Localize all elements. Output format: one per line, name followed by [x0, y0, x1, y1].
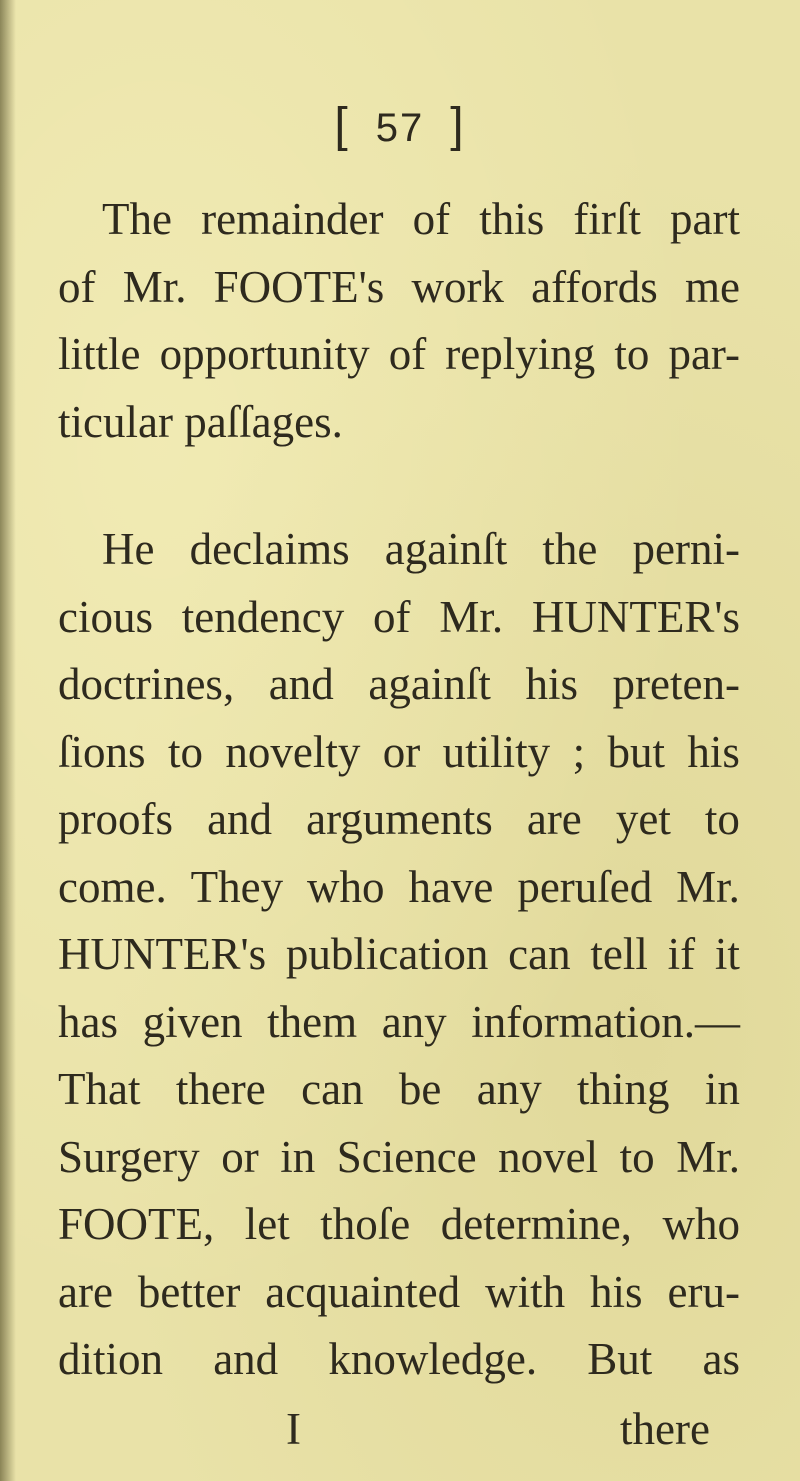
word: but [607, 726, 666, 777]
text-line [58, 1124, 740, 1192]
word: little [58, 329, 141, 379]
text-line [58, 389, 740, 457]
word: to [619, 1131, 655, 1182]
word: and [207, 794, 273, 844]
word: who [662, 1199, 740, 1249]
word: be [398, 1064, 442, 1114]
word: to [704, 794, 740, 844]
word: or [221, 1131, 259, 1182]
word: acquainted [265, 1266, 461, 1317]
text-line-content: ticular paſſages. [58, 396, 343, 447]
word: better [137, 1266, 241, 1317]
word: of [58, 261, 96, 312]
word: of [388, 329, 427, 379]
text-line [58, 854, 740, 922]
word: HUNTER's [531, 591, 740, 642]
word: Surgery [58, 1131, 200, 1182]
word: arguments [306, 794, 493, 844]
text-line [58, 786, 740, 854]
word: cious [58, 591, 153, 642]
word: Mr. [122, 261, 187, 312]
word: have [408, 861, 494, 912]
word: tell [590, 929, 648, 979]
word: of [373, 591, 411, 642]
text-line [58, 1191, 740, 1259]
word: firſt [573, 194, 641, 244]
text-line [58, 651, 740, 719]
word: come. [58, 861, 167, 912]
word: novel [498, 1131, 599, 1182]
text-line [58, 254, 740, 322]
word: declaims [189, 524, 350, 574]
word: there [175, 1064, 266, 1114]
word: thing [577, 1064, 670, 1114]
word: Mr. [676, 1131, 740, 1182]
word: peruſed [517, 861, 653, 912]
word: againſt [368, 659, 491, 709]
word: tendency [181, 591, 345, 642]
page-number: 57 [375, 106, 425, 150]
word: thoſe [320, 1199, 411, 1249]
word: dition [58, 1334, 164, 1384]
word: utility [442, 726, 551, 777]
word: HUNTER's [58, 929, 267, 979]
word: of [412, 194, 451, 244]
word: FOOTE's [213, 261, 385, 312]
word: this [479, 194, 545, 244]
text-line [58, 1056, 740, 1124]
word: any [381, 996, 447, 1047]
word: ſions [58, 726, 146, 777]
word: in [280, 1131, 316, 1182]
signature-mark: I [286, 1404, 301, 1454]
word: The [102, 194, 172, 244]
bracket-open: [ [334, 99, 350, 152]
word: it [714, 929, 740, 979]
word: againſt [384, 524, 508, 574]
word: determine, [440, 1199, 632, 1249]
word: knowledge. [328, 1334, 538, 1384]
word: That [58, 1064, 141, 1114]
text-line [58, 186, 740, 254]
word: opportunity [159, 329, 370, 379]
text-line [58, 989, 740, 1057]
text-line [58, 921, 740, 989]
catchword: there [620, 1404, 710, 1454]
word: has [58, 996, 118, 1047]
text-line [58, 1259, 740, 1327]
word: can [301, 1064, 364, 1114]
word: who [307, 861, 385, 912]
page-header [0, 98, 800, 153]
word: can [508, 929, 571, 979]
word: are [526, 794, 582, 844]
word: information.— [471, 996, 740, 1047]
word: them [267, 996, 358, 1047]
word: novelty [225, 726, 361, 777]
word: work [411, 261, 504, 312]
word: eru- [667, 1266, 740, 1317]
text-line [58, 584, 740, 652]
paragraph-1 [58, 186, 740, 456]
word: or [382, 726, 421, 777]
word: with [485, 1266, 566, 1317]
word: his [525, 659, 578, 709]
word: par- [668, 329, 740, 379]
text-line [58, 321, 740, 389]
word: to [614, 329, 650, 379]
word: his [590, 1266, 643, 1317]
word: But [587, 1334, 653, 1384]
word: proofs [58, 794, 173, 844]
word: me [684, 261, 740, 312]
word: let [244, 1199, 290, 1249]
word: publication [285, 929, 489, 979]
word: and [213, 1334, 279, 1384]
word: Science [336, 1131, 477, 1182]
word: perni- [632, 524, 740, 574]
word: given [142, 996, 243, 1047]
word: in [704, 1064, 740, 1114]
paragraph-2 [58, 516, 740, 1394]
word: are [58, 1266, 113, 1317]
word: yet [615, 794, 671, 844]
word: the [542, 524, 598, 574]
text-line [58, 1326, 740, 1394]
word: Mr. [439, 591, 504, 642]
word: to [167, 726, 203, 777]
word: if [667, 929, 696, 979]
word: and [268, 659, 334, 709]
word: any [476, 1064, 542, 1114]
bracket-close: ] [450, 99, 466, 152]
word: his [687, 726, 740, 777]
word: part [670, 194, 740, 244]
text-line [58, 516, 740, 584]
word: preten- [612, 659, 740, 709]
text-line [58, 719, 740, 787]
word: as [702, 1334, 740, 1384]
word: affords [531, 261, 658, 312]
word: He [102, 524, 155, 574]
word: replying [445, 329, 596, 379]
word: They [190, 861, 284, 912]
word: remainder [201, 194, 384, 244]
word: Mr. [676, 861, 740, 912]
word: doctrines, [58, 659, 235, 709]
word: FOOTE, [58, 1199, 215, 1249]
word: ; [572, 726, 586, 777]
